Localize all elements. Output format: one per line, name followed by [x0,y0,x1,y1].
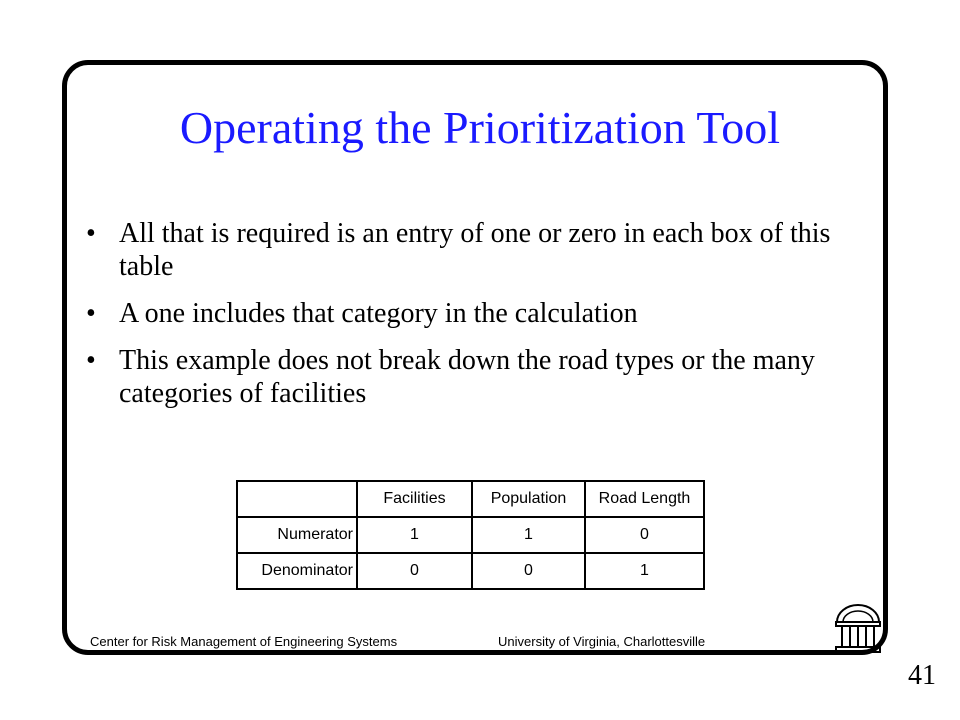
prioritization-table [236,480,705,590]
bullet-item [86,217,846,283]
bullet-list [86,217,846,424]
footer-organization: Center for Risk Management of Engineering Systems [90,634,398,649]
table-header-row [237,481,704,517]
table-cell: 0 [472,553,585,589]
bullet-icon: • [86,345,96,376]
footer-university: University of Virginia, Charlottesville [498,634,706,649]
table-row [237,553,704,589]
table-cell: 1 [585,553,704,589]
table-header-cell: Road Length [585,481,704,517]
bullet-item [86,297,846,330]
table-header-cell: Population [472,481,585,517]
bullet-icon: • [86,218,96,249]
slide-title: Operating the Prioritization Tool [179,102,781,153]
bullet-text: All that is required is an entry of one or zero in each box of this table [119,218,831,282]
bullet-item [86,344,846,410]
table-header-cell [237,481,357,517]
bullet-icon: • [86,298,96,329]
table-cell: 1 [357,517,472,553]
row-label: Denominator [237,553,357,589]
table-row [237,517,704,553]
rotunda-icon [833,600,883,661]
table-cell: 0 [357,553,472,589]
table-cell: 1 [472,517,585,553]
row-label: Numerator [237,517,357,553]
page-number: 41 [908,660,936,691]
table-cell: 0 [585,517,704,553]
bullet-text: A one includes that category in the calculation [119,298,638,329]
table-header-cell: Facilities [357,481,472,517]
bullet-text: This example does not break down the road types or the many categories of facilities [119,345,815,409]
